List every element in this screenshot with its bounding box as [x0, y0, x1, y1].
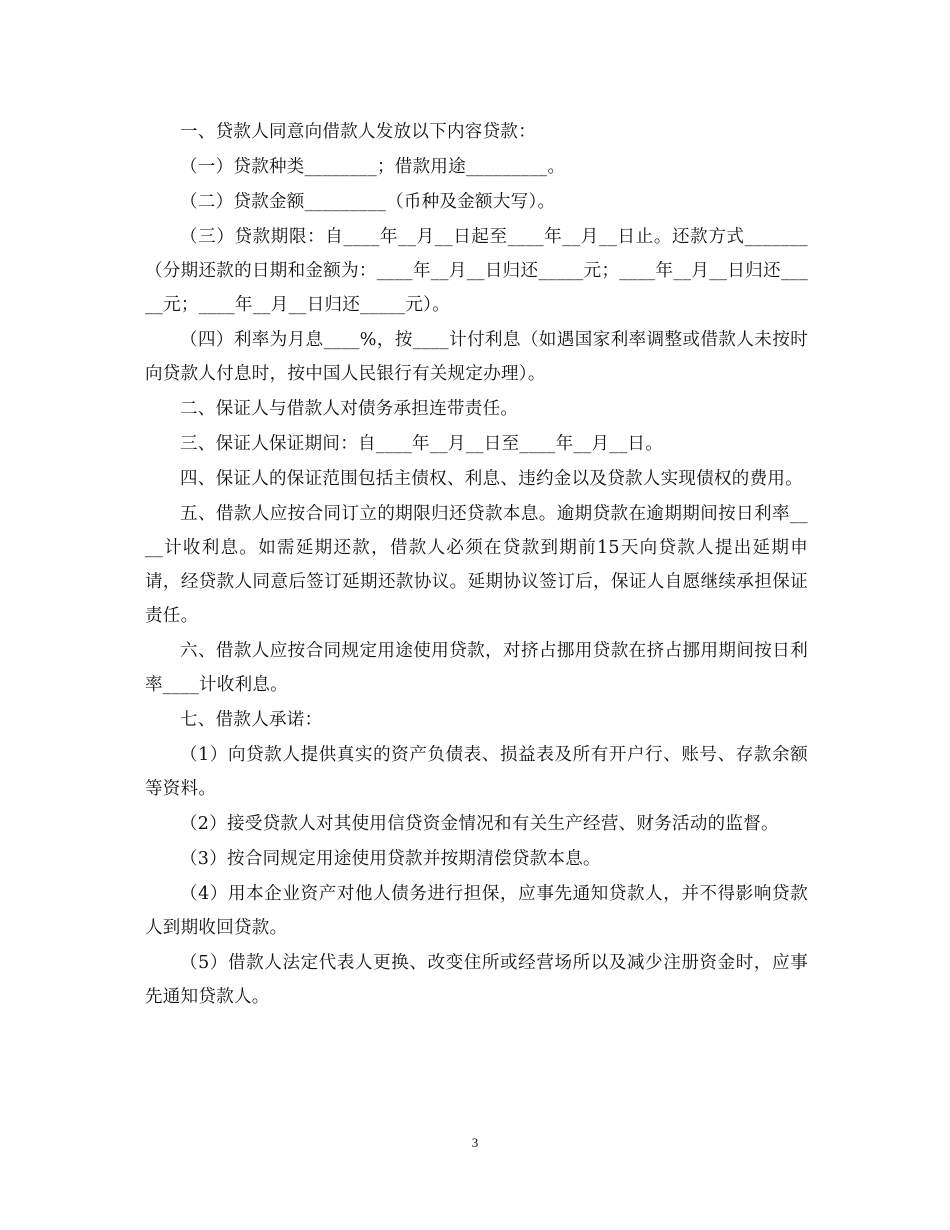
clause-1: 一、贷款人同意向借款人发放以下内容贷款： [180, 122, 536, 142]
clause-2: 二、保证人与借款人对债务承担连带责任。 [180, 399, 519, 419]
clause-1-item-2: （二）贷款金额_________（币种及金额大写）。 [180, 192, 556, 212]
clause-6: 六、借款人应按合同规定用途使用贷款，对挤占挪用贷款在挤占挪用期间按日利率____计收利息。 [145, 641, 808, 695]
clause-7-item-5: （5）借款人法定代表人更换、改变住所或经营场所以及减少注册资金时，应事先通知贷款人。 [145, 953, 808, 1007]
page-number: 3 [471, 1135, 479, 1150]
clause-7-item-2: （2）接受贷款人对其使用信贷资金情况和有关生产经营、财务活动的监督。 [180, 814, 779, 834]
clause-4: 四、保证人的保证范围包括主债权、利息、违约金以及贷款人实现债权的费用。 [180, 469, 803, 489]
clause-1-item-3: （三）贷款期限：自____年__月__日起至____年__月__日止。还款方式_______（分期还款的日期和金额为：____年__月__日归还_____元；____年__月__日归还_____元；____年__月__日归还_____元）。 [145, 227, 808, 315]
clause-3: 三、保证人保证期间：自____年__月__日至____年__月__日。 [180, 434, 663, 454]
clause-7-item-3: （3）按合同规定用途使用贷款并按期清偿贷款本息。 [180, 849, 601, 869]
clause-1-item-1: （一）贷款种类________；借款用途_________。 [180, 157, 566, 177]
clause-7-item-4: （4）用本企业资产对他人债务进行担保，应事先通知贷款人，并不得影响贷款人到期收回贷款。 [145, 884, 808, 938]
clause-7: 七、借款人承诺： [180, 710, 323, 730]
clause-7-item-1: （1）向贷款人提供真实的资产负债表、损益表及所有开户行、账号、存款余额等资料。 [145, 745, 808, 799]
clause-1-item-4: （四）利率为月息____%，按____计付利息（如遇国家利率调整或借款人未按时向贷款人付息时，按中国人民银行有关规定办理）。 [145, 330, 808, 384]
clause-5: 五、借款人应按合同订立的期限归还贷款本息。逾期贷款在逾期期间按日利率____计收利息。如需延期还款，借款人必须在贷款到期前15天向贷款人提出延期申请，经贷款人同意后签订延期还款协议。延期协议签订后，保证人自愿继续承担保证责任。 [145, 504, 808, 626]
